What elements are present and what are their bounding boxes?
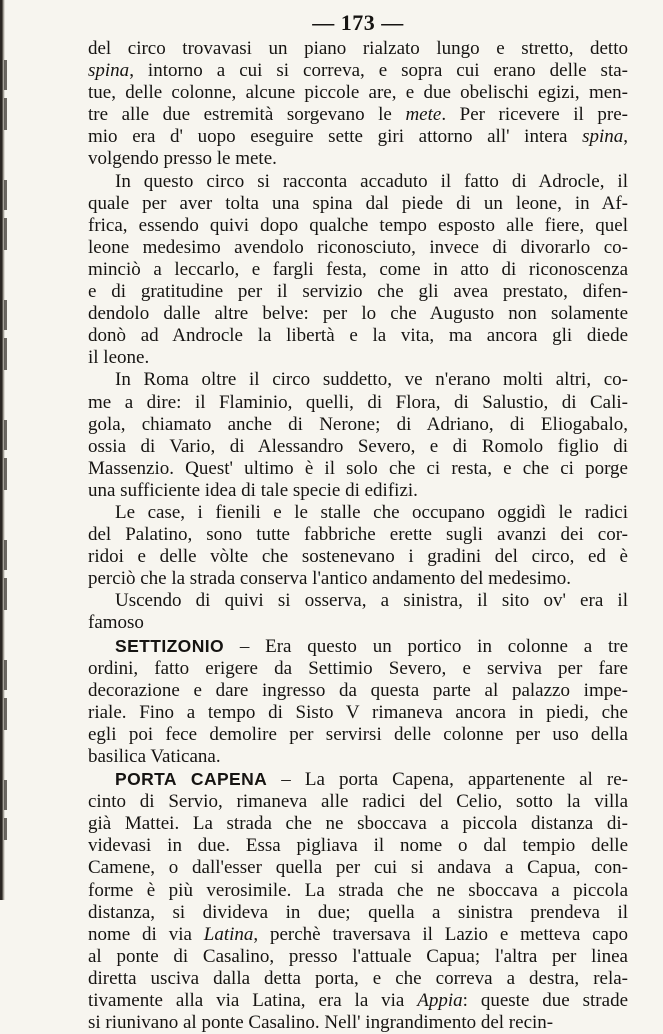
text-line: già Mattei. La strada che ne sboccava a piccola distanza di-: [88, 813, 628, 835]
text-line: gola, chiamato anche di Nerone; di Adriano, di Eliogabalo,: [88, 413, 628, 435]
text-line: nome di via Latina, perchè traversava il Lazio e metteva capo: [88, 923, 628, 945]
text-line: decorazione e dare ingresso da questa parte al palazzo impe-: [88, 679, 628, 701]
text-line: del Palatino, sono tutte fabbriche erette sugli avanzi dei cor-: [88, 524, 628, 546]
text-line: si riunivano al ponte Casalino. Nell' ingrandimento del recin-: [88, 1012, 554, 1034]
page-number: — 173 —: [312, 10, 404, 35]
text-line: leone medesimo avendolo riconosciuto, invece di divorarlo co-: [88, 236, 628, 258]
text-line: al ponte di Casalino, presso l'attuale Capua; l'altra per linea: [88, 945, 628, 967]
text-line: [88, 768, 628, 791]
text-line: famoso: [88, 612, 144, 634]
text-line: minciò a leccarlo, e fargli festa, come in atto di riconoscenza: [88, 258, 628, 280]
text-line: Uscendo di quivi si osserva, a sinistra, il sito ov' era il: [115, 590, 628, 612]
text-line: In Roma oltre il circo suddetto, ve n'erano molti altri, co-: [115, 369, 628, 391]
text-line: In questo circo si racconta accaduto il fatto di Adrocle, il: [115, 170, 628, 192]
text-line: una sufficiente idea di tale specie di edifizi.: [88, 479, 418, 501]
text-line: forme è più verosimile. La strada che ne sboccava a piccola: [88, 879, 628, 901]
text-line: dendolo dalle altre belve: per lo che Augusto non solamente: [88, 303, 628, 325]
text-fragment: – Era questo un portico in colonne a tre: [224, 635, 628, 657]
paragraph: [88, 369, 628, 502]
text-line: riale. Fino a tempo di Sisto V rimaneva ancora in piedi, che: [88, 701, 628, 723]
text-line: ridoi e delle vòlte che sostenevano i gradini del circo, ed è: [88, 546, 628, 568]
text-line: videvasi in due. Essa pigliava il nome o dal tempio delle: [88, 835, 628, 857]
text-line: Camene, o dall'esser quella per cui si andava a Capua, con-: [88, 857, 628, 879]
text-line: spina, intorno a cui si correva, e sopra cui erano delle sta-: [88, 60, 628, 82]
text-line: basilica Vaticana.: [88, 746, 221, 767]
text-line: frica, essendo quivi dopo qualche tempo esposto alle fiere, quel: [88, 214, 628, 236]
text-line: ordini, fatto erigere da Settimio Severo, e serviva per fare: [88, 657, 628, 679]
text-line: mio era d' uopo eseguire sette giri attorno all' intera spina,: [88, 126, 628, 148]
text-line: tivamente alla via Latina, era la via Appia: queste due strade: [88, 990, 628, 1012]
text-line: volgendo presso le mete.: [88, 148, 277, 170]
text-line: donò ad Androcle la libertà e la vita, ma ancora gli diede: [88, 325, 628, 347]
text-line: [88, 635, 628, 658]
text-line: perciò che la strada conserva l'antico andamento del medesimo.: [88, 568, 571, 590]
paragraph: [88, 590, 628, 634]
section-heading: PORTA CAPENA: [115, 769, 268, 790]
text-line: tre alle due estremità sorgevano le mete. Per ricevere il pre-: [88, 104, 628, 126]
text-line: me a dire: il Flaminio, quelli, di Flora, di Salustio, di Cali-: [88, 391, 628, 413]
paragraph: [88, 502, 628, 590]
text-line: il leone.: [88, 347, 150, 369]
section-heading: SETTIZONIO: [115, 635, 224, 656]
text-line: quale per aver tolta una spina dal piede di un leone, in Af-: [88, 192, 628, 214]
text-line: egli poi fece demolire per servirsi delle colonne per uso della: [88, 723, 628, 745]
paragraph: [88, 171, 628, 370]
page-edge-marks: [4, 60, 7, 840]
paragraph: [88, 38, 628, 171]
text-line: e di gratitudine per il servizio che gli avea prestato, difen-: [88, 281, 628, 303]
paragraph: [88, 768, 628, 1034]
text-line: tue, delle colonne, alcune piccole are, e due obelischi egizi, men-: [88, 82, 628, 104]
body-text: [88, 38, 628, 1034]
book-page: [88, 10, 628, 1034]
text-line: cinto di Servio, rimaneva alle radici del Celio, sotto la villa: [88, 791, 628, 813]
text-line: Massenzio. Quest' ultimo è il solo che ci resta, e che ci porge: [88, 457, 628, 479]
text-line: diretta usciva dalla detta porta, e che correva a destra, rela-: [88, 967, 628, 989]
text-line: Le case, i fienili e le stalle che occupano oggidì le radici: [115, 501, 628, 523]
text-line: del circo trovavasi un piano rialzato lungo e stretto, detto: [88, 38, 628, 59]
text-line: distanza, si divideva in due; quella a sinistra prendeva il: [88, 901, 628, 923]
paragraph: [88, 635, 628, 769]
text-line: ossia di Vario, di Alessandro Severo, e di Romolo figlio di: [88, 435, 628, 457]
text-fragment: – La porta Capena, appartenente al re-: [267, 769, 628, 791]
